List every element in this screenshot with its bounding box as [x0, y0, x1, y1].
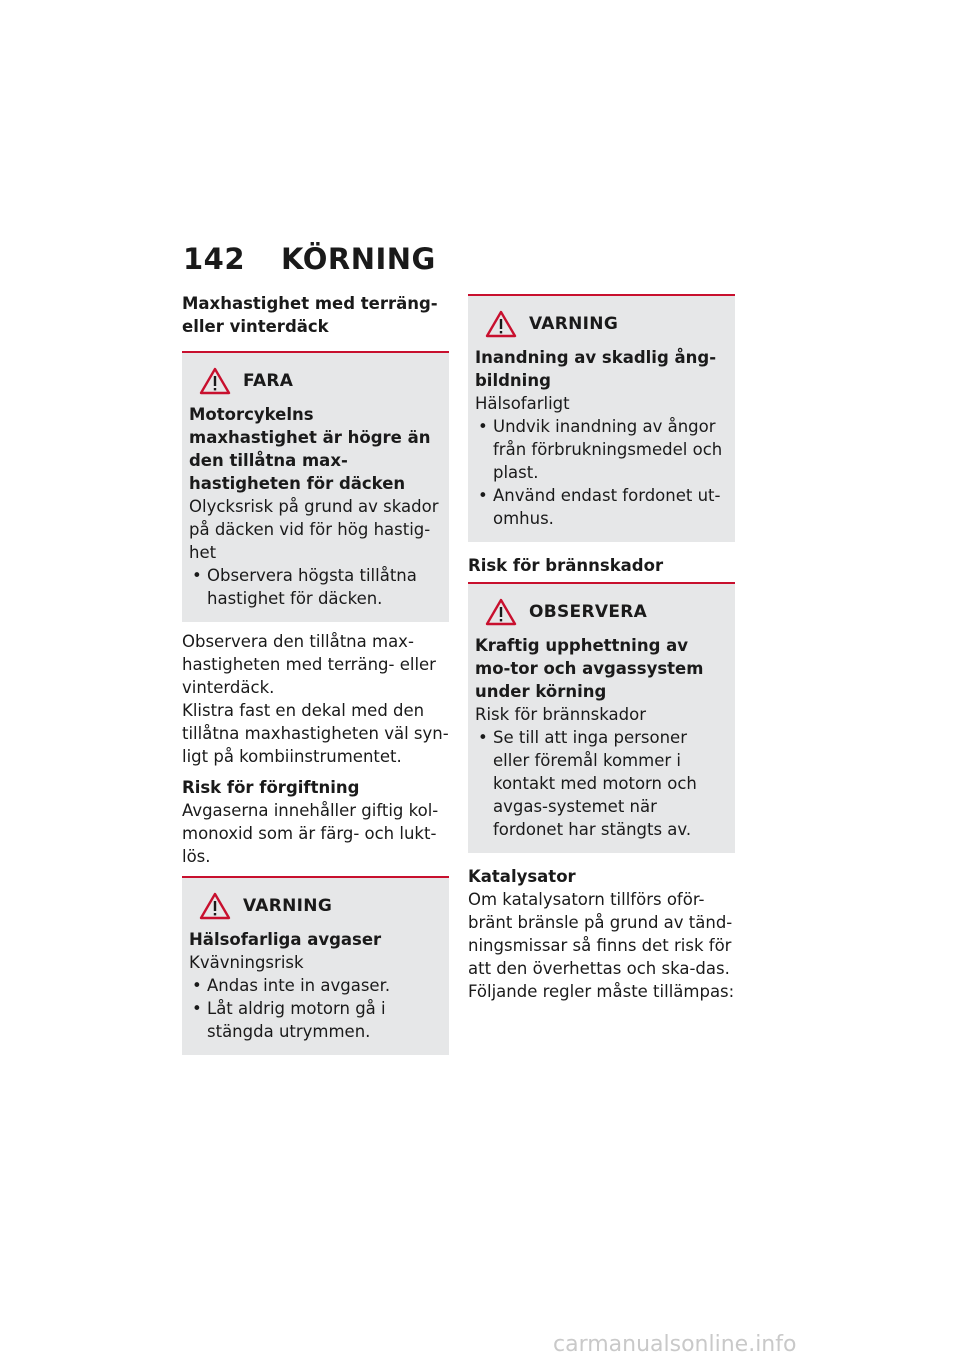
- notice-lead: Kraftig upphettning av mo-tor och avgassystem under körning: [475, 636, 704, 701]
- notice-varning-angor: [468, 294, 735, 542]
- notice-head: [475, 598, 728, 626]
- notice-bullets: [475, 415, 728, 530]
- page-header: [183, 242, 436, 276]
- list-item: • Låt aldrig motorn gå i stängda utrymmen.: [189, 997, 442, 1043]
- paragraph: Följande regler måste tillämpas:: [468, 982, 735, 1001]
- warning-triangle-icon: [199, 892, 231, 920]
- notice-label: VARNING: [243, 896, 333, 916]
- notice-lead: Inandning av skadlig ång-bildning: [475, 348, 717, 390]
- notice-fara: [182, 351, 449, 622]
- watermark-text: carmanualsonline.info: [553, 1332, 797, 1357]
- section-title-maxhastighet: Maxhastighet med terräng- eller vinterdäck: [182, 294, 438, 336]
- section-title-brannskador: Risk för brännskador: [468, 556, 664, 575]
- notice-label: FARA: [243, 371, 294, 391]
- page-number: 142: [183, 242, 246, 276]
- paragraph: Om katalysatorn tillförs oför-bränt bränsle på grund av tänd-ningsmissar så finns det risk för att den överhettas och ska-das.: [468, 890, 733, 978]
- notice-body: Hälsofarligt: [475, 394, 570, 413]
- list-item: • Använd endast fordonet ut-omhus.: [475, 484, 728, 530]
- paragraph: Observera den tillåtna max-hastigheten med terräng- eller vinterdäck.: [182, 632, 436, 697]
- notice-observera: [468, 582, 735, 853]
- notice-label: VARNING: [529, 314, 619, 334]
- notice-head: [189, 892, 442, 920]
- paragraph: Klistra fast en dekal med den tillåtna maxhastigheten väl syn-ligt på kombiinstrumentet.: [182, 701, 449, 766]
- left-column: [182, 292, 449, 1055]
- warning-triangle-icon: [199, 367, 231, 395]
- notice-body: Olycksrisk på grund av skador på däcken vid för hög hastig-het: [189, 497, 439, 562]
- notice-body: Kvävningsrisk: [189, 953, 304, 972]
- notice-head: [475, 310, 728, 338]
- section-title-forgiftning: Risk för förgiftning: [182, 778, 360, 797]
- warning-triangle-icon: [485, 598, 517, 626]
- notice-lead: Motorcykelns maxhastighet är högre än den tillåtna max-hastigheten för däcken: [189, 405, 431, 493]
- notice-body: Risk för brännskador: [475, 705, 646, 724]
- right-column: [468, 294, 735, 1003]
- list-item: • Undvik inandning av ångor från förbrukningsmedel och plast.: [475, 415, 728, 484]
- notice-bullets: [189, 974, 442, 1043]
- notice-bullets: [189, 564, 442, 610]
- section-title-katalysator: Katalysator: [468, 867, 576, 886]
- notice-bullets: [475, 726, 728, 841]
- paragraph: Avgaserna innehåller giftig kol-monoxid som är färg- och lukt-lös.: [182, 801, 439, 866]
- chapter-title: KÖRNING: [281, 242, 436, 276]
- notice-varning-avgaser: [182, 876, 449, 1055]
- notice-lead: Hälsofarliga avgaser: [189, 930, 382, 949]
- warning-triangle-icon: [485, 310, 517, 338]
- notice-head: [189, 367, 442, 395]
- list-item: • Se till att inga personer eller föremål kommer i kontakt med motorn och avgas-systemet när fordonet har stängts av.: [475, 726, 728, 841]
- list-item: • Andas inte in avgaser.: [189, 974, 442, 997]
- list-item: • Observera högsta tillåtna hastighet för däcken.: [189, 564, 442, 610]
- notice-label: OBSERVERA: [529, 602, 648, 622]
